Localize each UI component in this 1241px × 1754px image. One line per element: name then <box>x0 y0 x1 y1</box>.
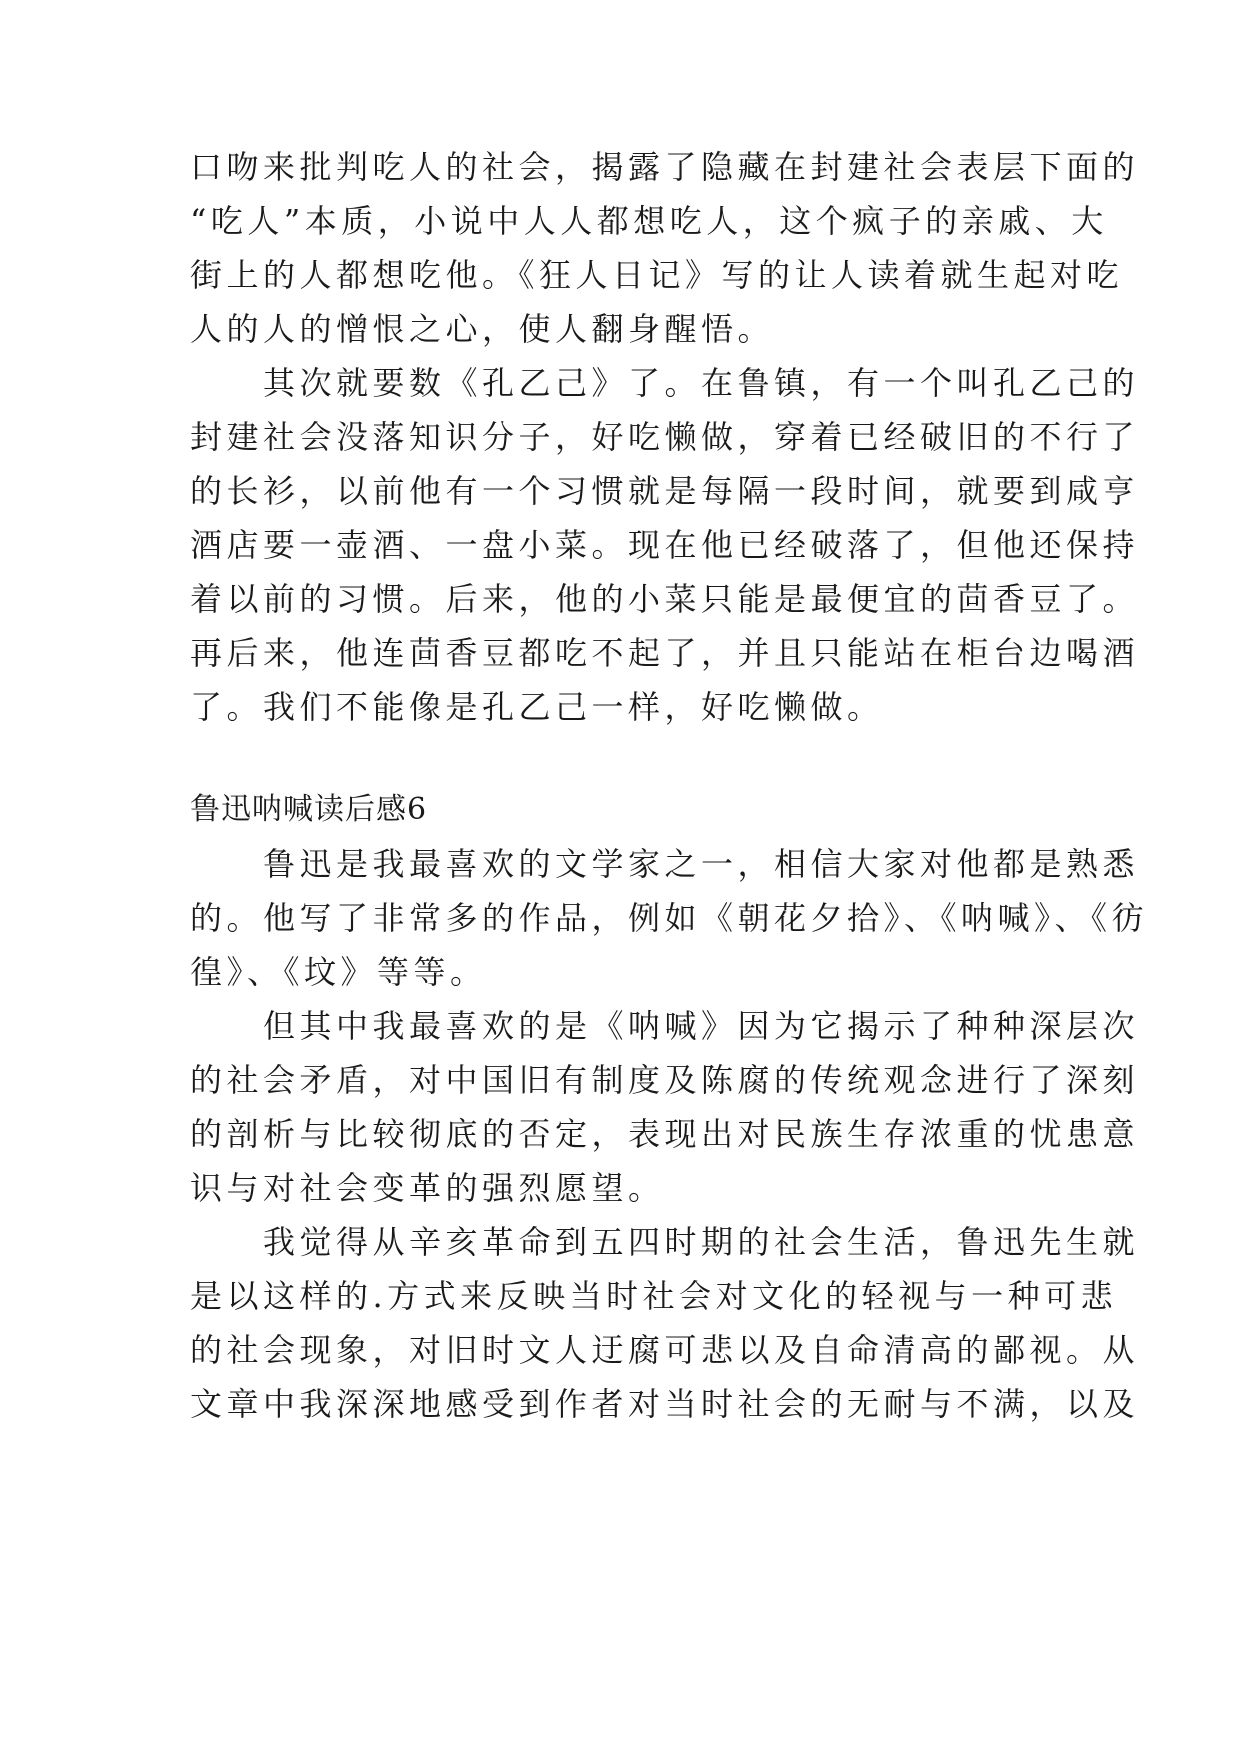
text-line: 酒店要一壶酒、一盘小菜。现在他已经破落了，但他还保持 <box>190 526 1140 564</box>
text-line: 文章中我深深地感受到作者对当时社会的无耐与不满，以及 <box>190 1385 1140 1423</box>
text-line: 徨》、《坟》等等。 <box>190 953 487 991</box>
text-line: 街上的人都想吃他。《狂人日记》写的让人读着就生起对吃 <box>190 256 1124 294</box>
text-line: 着以前的习惯。后来，他的小菜只能是最便宜的茴香豆了。 <box>190 580 1140 618</box>
text-line: 了。我们不能像是孔乙己一样，好吃懒做。 <box>190 688 884 726</box>
text-line: 我觉得从辛亥革命到五四时期的社会生活，鲁迅先生就 <box>190 1223 1140 1261</box>
text-line: 是以这样的.方式来反映当时社会对文化的轻视与一种可悲 <box>190 1277 1118 1315</box>
text-line: 其次就要数《孔乙己》了。在鲁镇，有一个叫孔乙己的 <box>190 364 1140 402</box>
text-line: 口吻来批判吃人的社会，揭露了隐藏在封建社会表层下面的 <box>190 148 1140 186</box>
section-heading: 鲁迅呐喊读后感6 <box>190 792 428 827</box>
text-line: 但其中我最喜欢的是《呐喊》因为它揭示了种种深层次 <box>190 1007 1140 1045</box>
text-line: 人的人的憎恨之心，使人翻身醒悟。 <box>190 310 775 348</box>
text-line: 识与对社会变革的强烈愿望。 <box>190 1169 665 1207</box>
text-line: 的社会现象，对旧时文人迂腐可悲以及自命清高的鄙视。从 <box>190 1331 1140 1369</box>
text-line: 鲁迅是我最喜欢的文学家之一，相信大家对他都是熟悉 <box>190 845 1140 883</box>
text-line: “吃人”本质，小说中人人都想吃人，这个疯子的亲戚、大 <box>190 202 1108 240</box>
text-line: 的长衫，以前他有一个习惯就是每隔一段时间，就要到咸亨 <box>190 472 1140 510</box>
text-line: 的。他写了非常多的作品，例如《朝花夕拾》、《呐喊》、《彷 <box>190 899 1149 937</box>
text-line: 再后来，他连茴香豆都吃不起了，并且只能站在柜台边喝酒 <box>190 634 1140 672</box>
text-line: 的社会矛盾，对中国旧有制度及陈腐的传统观念进行了深刻 <box>190 1061 1140 1099</box>
text-line: 的剖析与比较彻底的否定，表现出对民族生存浓重的忧患意 <box>190 1115 1140 1153</box>
text-line: 封建社会没落知识分子，好吃懒做，穿着已经破旧的不行了 <box>190 418 1140 456</box>
